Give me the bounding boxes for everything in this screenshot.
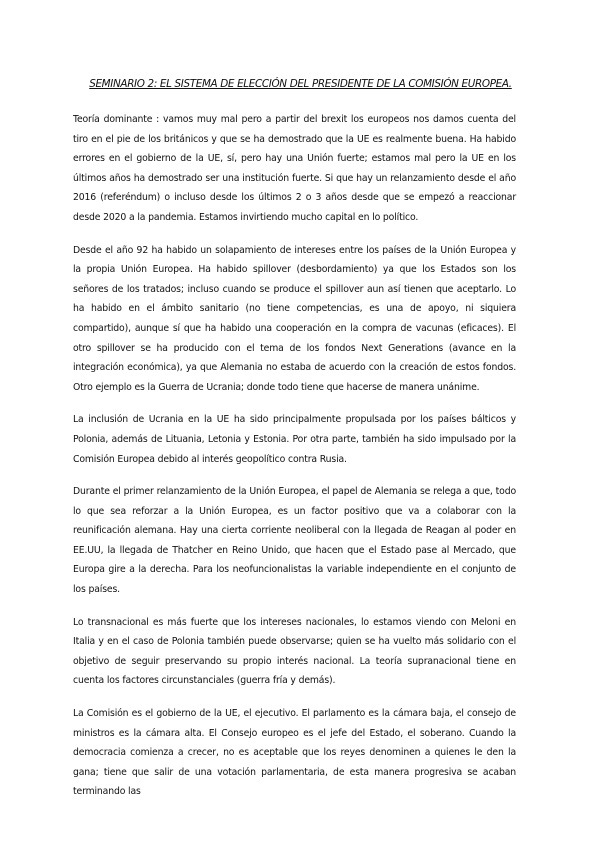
paragraph-2: Desde el año 92 ha habido un solapamiento de intereses entre los países de la Unión Europea y la propia Unión Europea. Ha habido spillover (desbordamiento) ya que los Estados son los señores de los tratados; incluso cuando se produce el spillover aun así tienen que aceptarlo. Lo ha habido en el ámbito sanitario (no tiene competencias, es una de apoyo, ni siquiera compartido), aunque sí que ha habido una cooperación en la compra de vacunas (eficaces). El otro spillover se ha producido con el tema de los fondos Next Generations (avance en la integración económica), ya que Alemania no estaba de acuerdo con la creación de estos fondos. Otro ejemplo es la Guerra de Ucrania; donde todo tiene que hacerse de manera unánime. — [73, 244, 516, 393]
paragraph-3: La inclusión de Ucrania en la UE ha sido principalmente propulsada por los países bálticos y Polonia, además de Lituania, Letonia y Estonia. Por otra parte, también ha sido impulsado por la Comisión Europea debido al interés geopolítico contra Rusia. — [73, 414, 516, 465]
paragraph-6: La Comisión es el gobierno de la UE, el ejecutivo. El parlamento es la cámara baja, el consejo de ministros es la cámara alta. El Consejo europeo es el jefe del Estado, el soberano. Cuando la democracia comienza a crecer, no es aceptable que los reyes denominen a quienes le den la gana; tiene que salir de una votación parlamentaria, de esta manera progresiva se acaban terminando las — [73, 708, 516, 798]
document-title: SEMINARIO 2: EL SISTEMA DE ELECCIÓN DEL PRESIDENTE DE LA COMISIÓN EUROPEA. — [89, 78, 512, 90]
paragraph-4: Durante el primer relanzamiento de la Unión Europea, el papel de Alemania se relega a que, todo lo que sea reforzar a la Unión Europea, es un factor positivo que va a colaborar con la reunificación alemana. Hay una cierta corriente neoliberal con la llegada de Reagan al poder en EE.UU, la llegada de Thatcher en Reino Unido, que hacen que el Estado pase al Mercado, que Europa gire a la derecha. Para los neofuncionalistas la variable independiente en el conjunto de los países. — [73, 486, 516, 596]
paragraph-1: Teoría dominante : vamos muy mal pero a partir del brexit los europeos nos damos cuenta del tiro en el pie de los británicos y que se ha demostrado que la UE es realmente buena. Ha habido errores en el gobierno de la UE, sí, pero hay una Unión fuerte; estamos mal pero la UE en los últimos años ha demostrado ser una institución fuerte. Si que hay un relanzamiento desde el año 2016 (referéndum) o incluso desde los últimos 2 o 3 años desde que se empezó a reaccionar desde 2020 a la pandemia. Estamos invirtiendo mucho capital en lo político. — [73, 114, 516, 223]
paragraph-5: Lo transnacional es más fuerte que los intereses nacionales, lo estamos viendo con Meloni en Italia y en el caso de Polonia también puede observarse; quien se ha vuelto más solidario con el objetivo de seguir preservando su propio interés nacional. La teoría supranacional tiene en cuenta los factores circunstanciales (guerra fría y demás). — [73, 616, 516, 687]
